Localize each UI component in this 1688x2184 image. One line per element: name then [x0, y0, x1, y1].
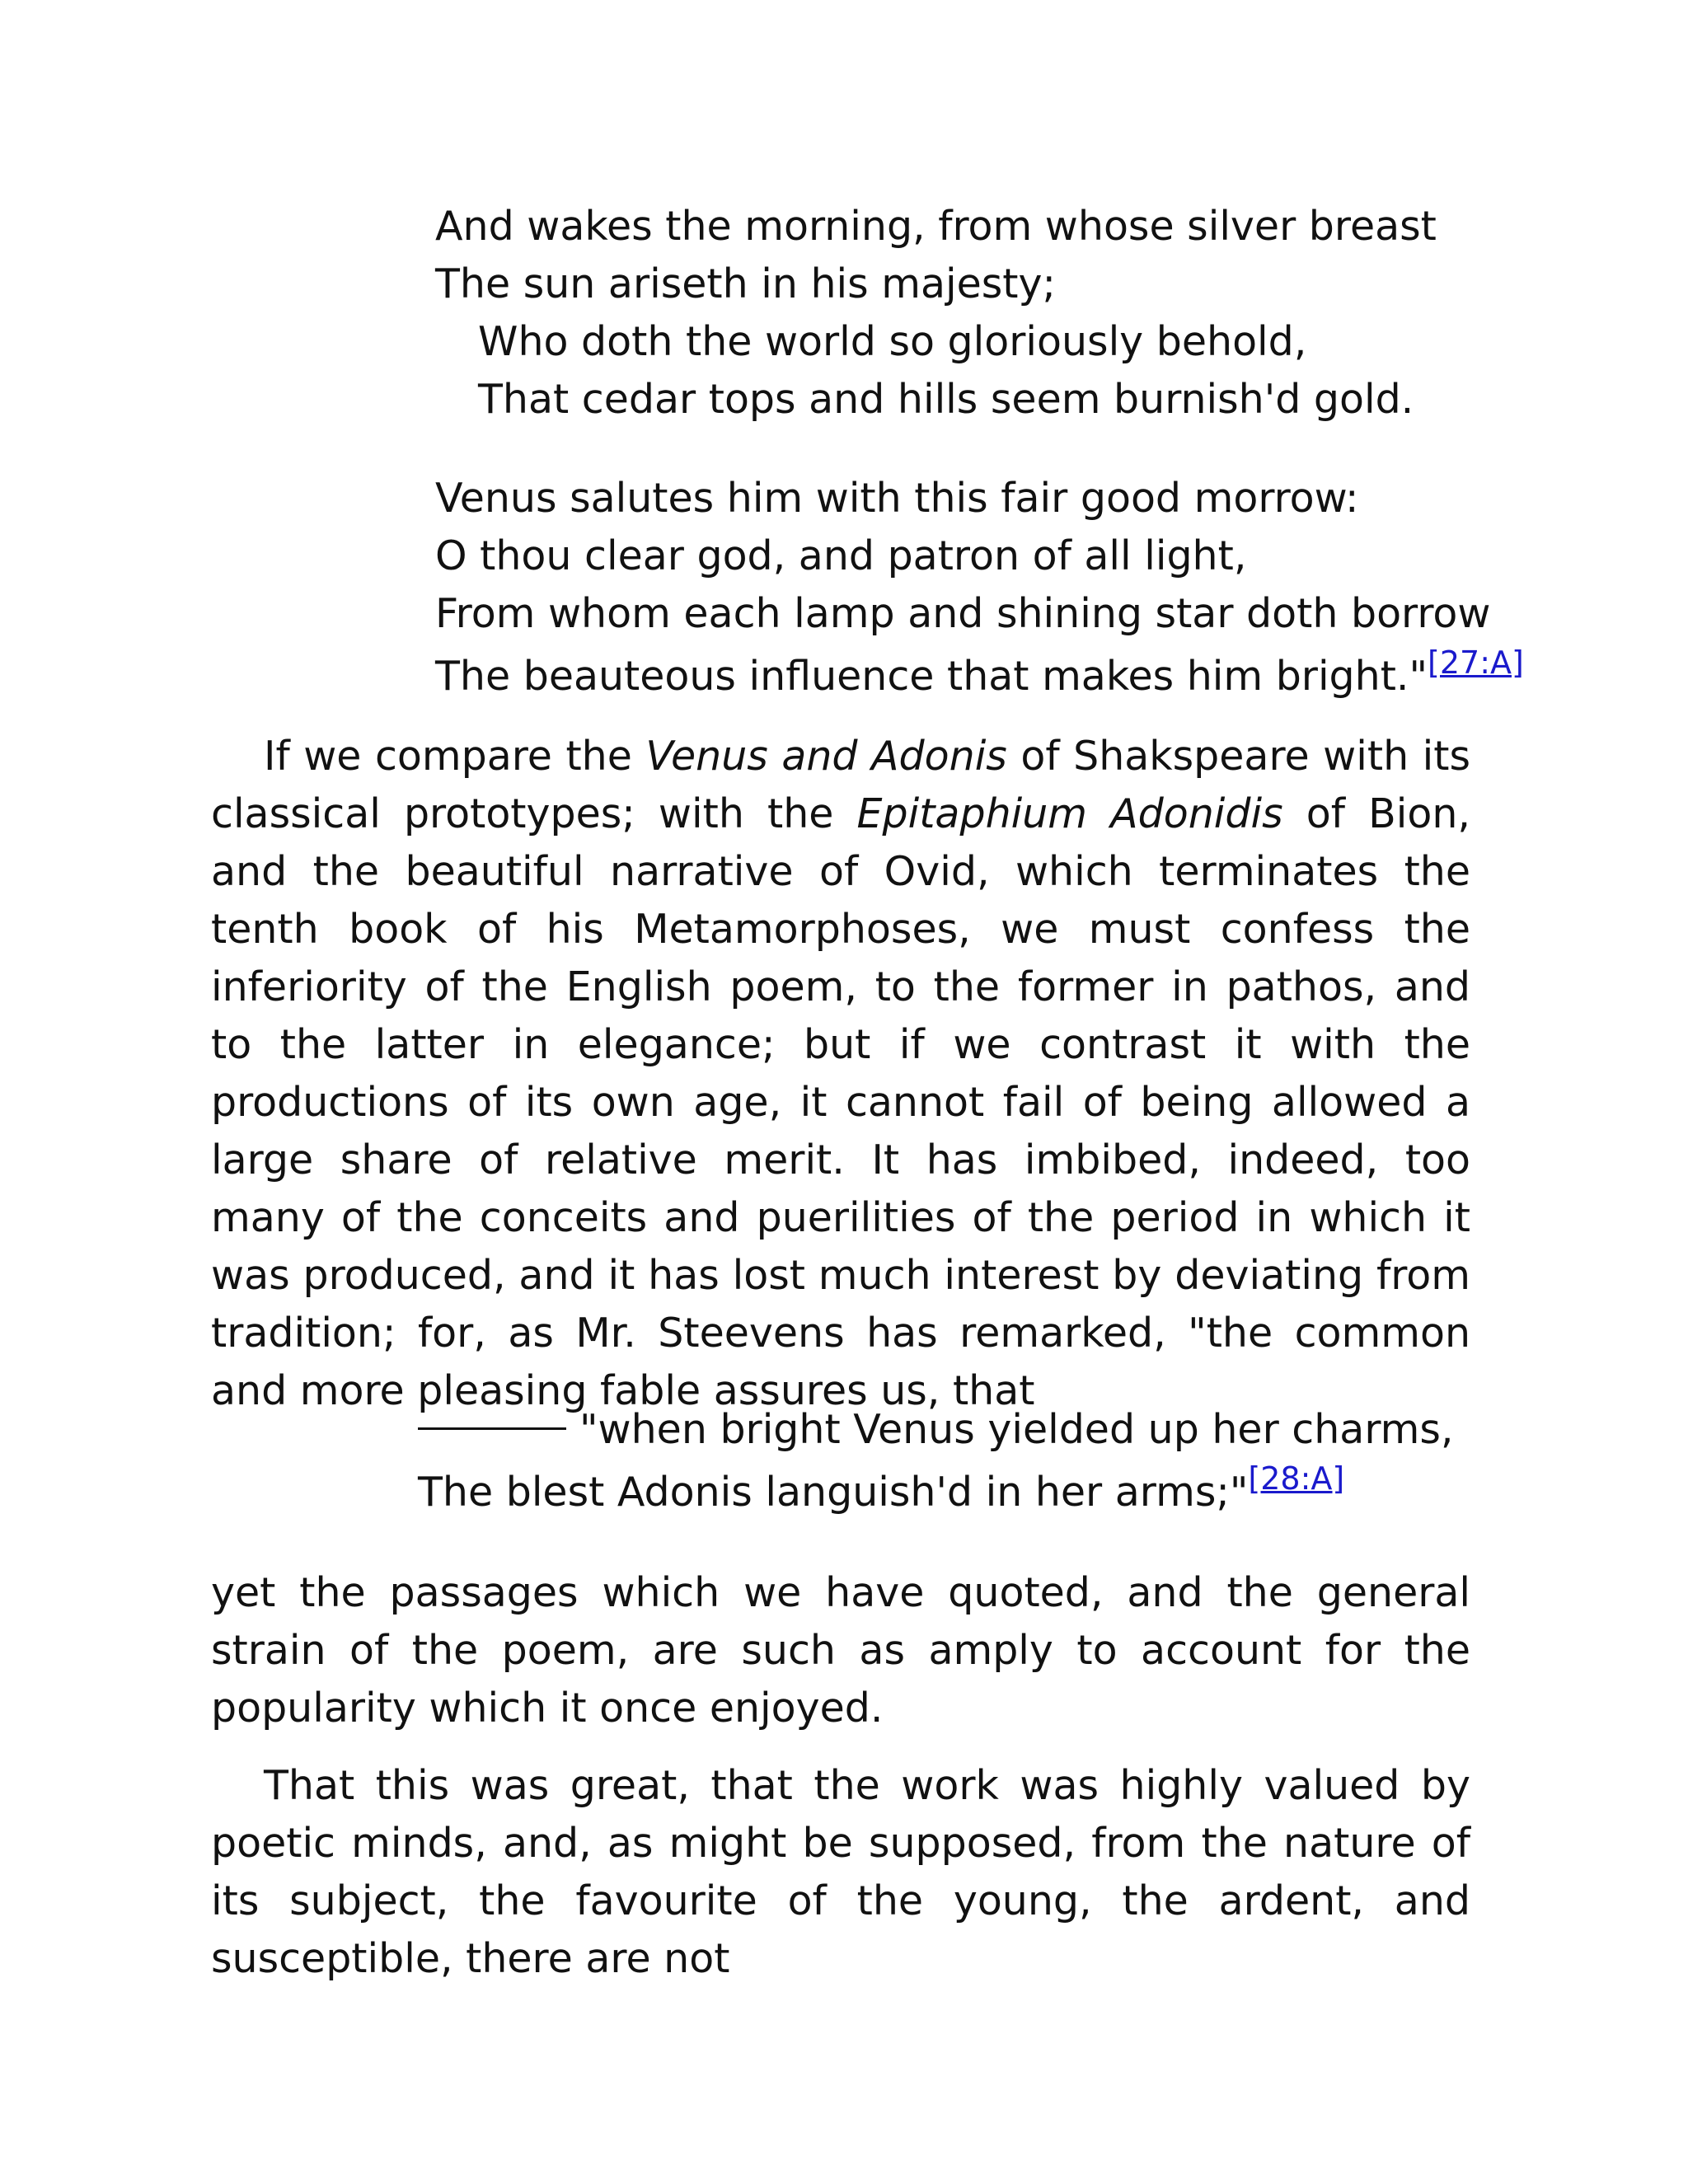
verse-line: From whom each lamp and shining star doth borrow	[435, 590, 1491, 637]
verse-line: Venus salutes him with this fair good morrow:	[435, 475, 1359, 522]
paragraph-comparison	[211, 728, 1470, 1420]
verse-line: That cedar tops and hills seem burnish'd gold.	[478, 376, 1414, 423]
paragraph-text: of Shakspeare with its classical prototypes; with the	[211, 733, 1471, 837]
verse-line-text: The beauteous influence that makes him bright."	[435, 653, 1428, 700]
verse-line	[435, 643, 1524, 710]
verse-line: And wakes the morning, from whose silver breast	[435, 203, 1437, 250]
verse-line	[418, 1401, 1489, 1459]
paragraph-valued: That this was great, that the work was highly valued by poetic minds, and, as might be supposed, from the nature of its subject, the favourite of the young, the ardent, and susceptible, there are not	[211, 1762, 1470, 1982]
footnote-link-28a[interactable]: [28:A]	[1248, 1460, 1345, 1497]
em-dash-rule	[418, 1427, 566, 1430]
paragraph-text: of Bion, and the beautiful narrative of Ovid, which terminates the tenth book of his Metamorphoses, we must confess the inferiority of the English poem, to the former in pathos, and to the latter in elegance; but if we contrast it with the productions of its own age, it cannot fail of being allowed a large share of relative merit. It has imbibed, indeed, too many of the conceits and puerilities of the period in which it was produced, and it has lost much interest by deviating from tradition; for, as Mr. Steevens has remarked, "the common and more pleasing fable assures us, that	[211, 790, 1470, 1414]
italic-title-venus-and-adonis: Venus and Adonis	[645, 733, 1007, 780]
verse-line-text: The blest Adonis languish'd in her arms;"	[418, 1469, 1249, 1516]
poem-stanza-1	[435, 198, 1507, 429]
italic-title-epitaphium-adonidis: Epitaphium Adonidis	[856, 790, 1283, 837]
paragraph-text: If we compare the	[264, 733, 646, 780]
quoted-couplet	[418, 1401, 1489, 1526]
verse-line: O thou clear god, and patron of all light,	[435, 532, 1247, 579]
verse-line	[418, 1459, 1489, 1526]
poem-stanza-2	[435, 470, 1524, 710]
verse-line: Who doth the world so gloriously behold,	[478, 318, 1307, 365]
verse-line: The sun ariseth in his majesty;	[435, 260, 1057, 307]
paragraph-popularity: yet the passages which we have quoted, and the general strain of the poem, are such as amply to account for the popularity which it once enjoyed.	[211, 1569, 1470, 1732]
footnote-link-27a[interactable]: [27:A]	[1428, 644, 1524, 681]
verse-line-text: "when bright Venus yielded up her charms,	[579, 1406, 1454, 1453]
